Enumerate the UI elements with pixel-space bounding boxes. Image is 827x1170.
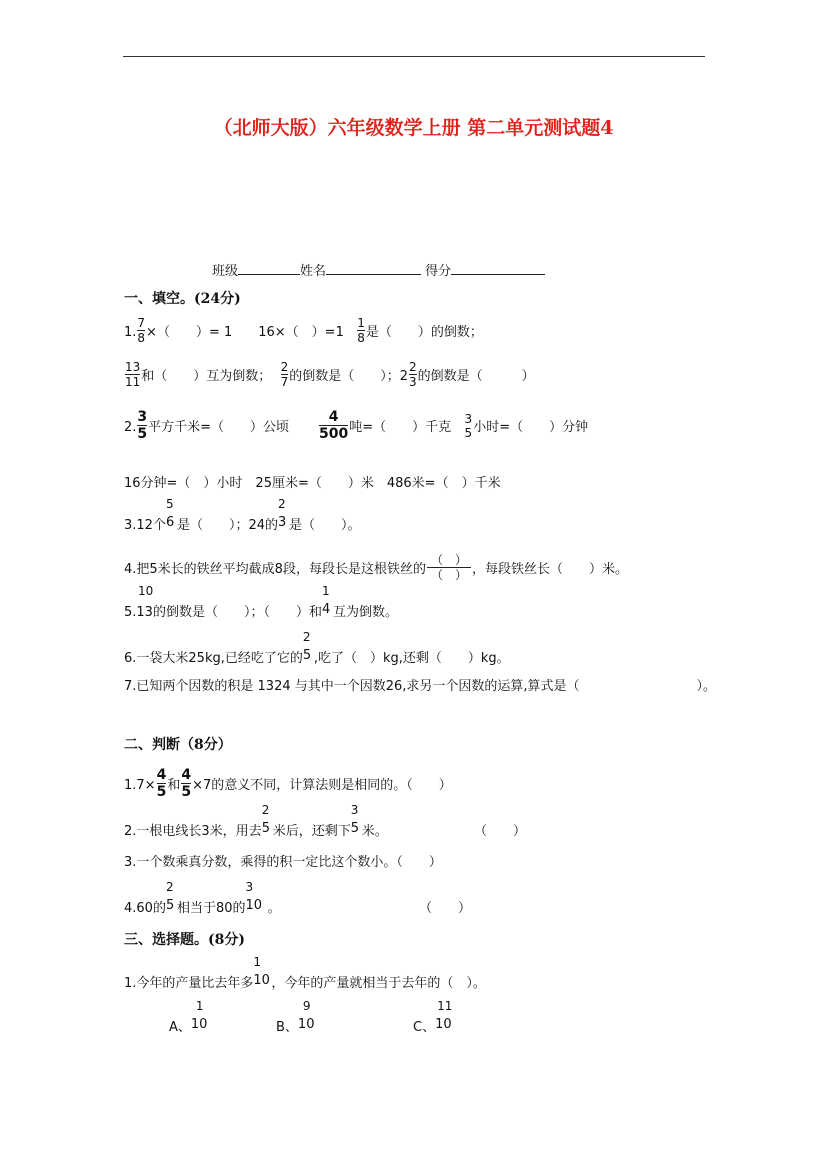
s1-q1 xyxy=(124,318,483,347)
q-text: 小时=（ ）分钟 xyxy=(473,420,589,435)
q-text: 。 xyxy=(267,901,281,916)
page-title: （北师大版）六年级数学上册 第二单元测试题4 xyxy=(213,117,614,139)
class-blank[interactable] xyxy=(238,262,300,275)
s2-q3: 3.一个数乘真分数，乘得的积一定比这个数小。（ ） xyxy=(124,855,442,870)
fraction: 1 10 xyxy=(253,955,270,988)
class-label: 班级 xyxy=(212,264,239,279)
option-a[interactable] xyxy=(169,999,209,1035)
q-text: 米。 xyxy=(361,824,388,839)
s2-q4-answer[interactable]: （ ） xyxy=(419,901,472,916)
s3-q1 xyxy=(124,955,486,991)
q-text: 米后，还剩下 xyxy=(272,824,351,839)
q-text: ，今年的产量就相当于去年的（ ）。 xyxy=(271,976,486,991)
fraction: 11 10 xyxy=(435,999,453,1032)
q-text: 2.一根电线长3米，用去 xyxy=(124,824,262,839)
fraction: 1 4 xyxy=(321,584,331,617)
fraction: $\frac{4}{500}$ xyxy=(319,409,349,442)
s2-q4 xyxy=(124,880,281,916)
s1-q5: 10 5.13的倒数是（ ）；（ ）和 1 4 互为倒数。 xyxy=(124,584,398,620)
top-rule xyxy=(123,56,705,57)
fraction: $\frac{4}{5}$ xyxy=(181,767,192,800)
fraction: $\frac{( )}{( )}$ xyxy=(427,553,471,582)
option-label: C、 xyxy=(413,1020,436,1035)
q-text: 平方千米=（ ）公顷 xyxy=(148,420,290,435)
option-c[interactable] xyxy=(413,999,453,1035)
s1-q7: 7.已知两个因数的积是 1324 与其中一个因数26,求另一个因数的运算,算式是（ ）。 xyxy=(124,679,717,694)
q-text: 和（ ）互为倒数； xyxy=(141,369,272,384)
fraction: $\frac{1}{8}$ xyxy=(357,316,365,345)
s1-q2b: 16分钟=（ ）小时 25厘米=（ ）米 486米=（ ）千米 xyxy=(124,476,501,491)
q-text: 5.13的倒数是（ ）；（ ）和 xyxy=(124,605,322,620)
q-text: ×（ ）= 1 16×（ ）=1 xyxy=(146,325,344,340)
section1-heading: 一、填空。(24分) xyxy=(124,291,241,307)
fraction: 1 10 xyxy=(190,999,208,1032)
q-text: 是（ ）的倒数； xyxy=(365,325,483,340)
section3-heading: 三、选择题。(8分) xyxy=(124,932,245,948)
option-label: B、 xyxy=(276,1020,298,1035)
s1-q3 xyxy=(124,497,361,533)
s2-q2-answer[interactable]: （ ） xyxy=(474,824,527,839)
s1-q4 xyxy=(124,555,628,584)
q-text: 是（ ）。 xyxy=(289,518,361,533)
q-text: 吨=（ ）千克 xyxy=(349,420,452,435)
q-text: 6.一袋大米25kg,已经吃了它的 xyxy=(124,651,303,666)
fraction: $\frac{13}{11}$ xyxy=(125,360,141,389)
q-text: 4.把5米长的铁丝平均截成8段，每段长是这根铁丝的 xyxy=(124,562,426,577)
fraction: 3 5 xyxy=(350,803,359,836)
q-text: 1.7× xyxy=(124,778,156,793)
fraction: 3 5 xyxy=(464,411,473,440)
fraction: 5 6 xyxy=(165,497,175,530)
fraction: $\frac{2}{7}$ xyxy=(280,360,289,389)
q-text: 3.12个 xyxy=(124,518,166,533)
q-text: 的倒数是（ ） xyxy=(417,369,535,384)
fraction: $\frac{2}{3}$ xyxy=(408,360,417,389)
fraction: 2 5 xyxy=(261,803,270,836)
q-text: 4.60的 xyxy=(124,901,166,916)
q-number: 2. xyxy=(124,420,137,435)
fraction: 9 10 xyxy=(297,999,315,1032)
q-text: 是（ ）；24的 xyxy=(176,518,278,533)
s2-q1 xyxy=(124,769,452,802)
fraction: $\frac{4}{5}$ xyxy=(156,767,167,800)
q-text: 的倒数是（ ）；2 xyxy=(289,369,408,384)
section2-heading: 二、判断（8分） xyxy=(124,737,232,753)
score-label: 得分 xyxy=(425,264,452,279)
q-text: ,吃了（ ）kg,还剩（ ）kg。 xyxy=(313,651,510,666)
s1-q2 xyxy=(124,411,588,444)
q-text: 互为倒数。 xyxy=(332,605,398,620)
s1-q1b xyxy=(124,362,535,391)
header-fields xyxy=(212,260,545,279)
fraction: 2 5 xyxy=(302,630,312,663)
option-b[interactable] xyxy=(276,999,316,1035)
q-text: 1.今年的产量比去年多 xyxy=(124,976,254,991)
q-text: 相当于80的 xyxy=(176,901,246,916)
fraction: $\frac{3}{5}$ xyxy=(137,409,148,442)
q-text: 和 xyxy=(167,778,181,793)
option-label: A、 xyxy=(169,1020,191,1035)
fraction: 3 10 xyxy=(245,880,263,913)
score-blank[interactable] xyxy=(451,262,545,275)
s1-q6 xyxy=(124,630,510,666)
q-text: ，每段铁丝长（ ）米。 xyxy=(471,562,628,577)
fraction: 2 3 xyxy=(278,497,287,530)
s2-q2 xyxy=(124,803,388,839)
fraction: 2 5 xyxy=(165,880,175,913)
q-number: 1. xyxy=(124,325,137,340)
name-blank[interactable] xyxy=(326,262,421,275)
name-label: 姓名 xyxy=(300,264,327,279)
q-text: ×7的意义不同，计算法则是相同的。（ ） xyxy=(192,778,452,793)
fraction: $\frac{7}{8}$ xyxy=(137,316,146,345)
